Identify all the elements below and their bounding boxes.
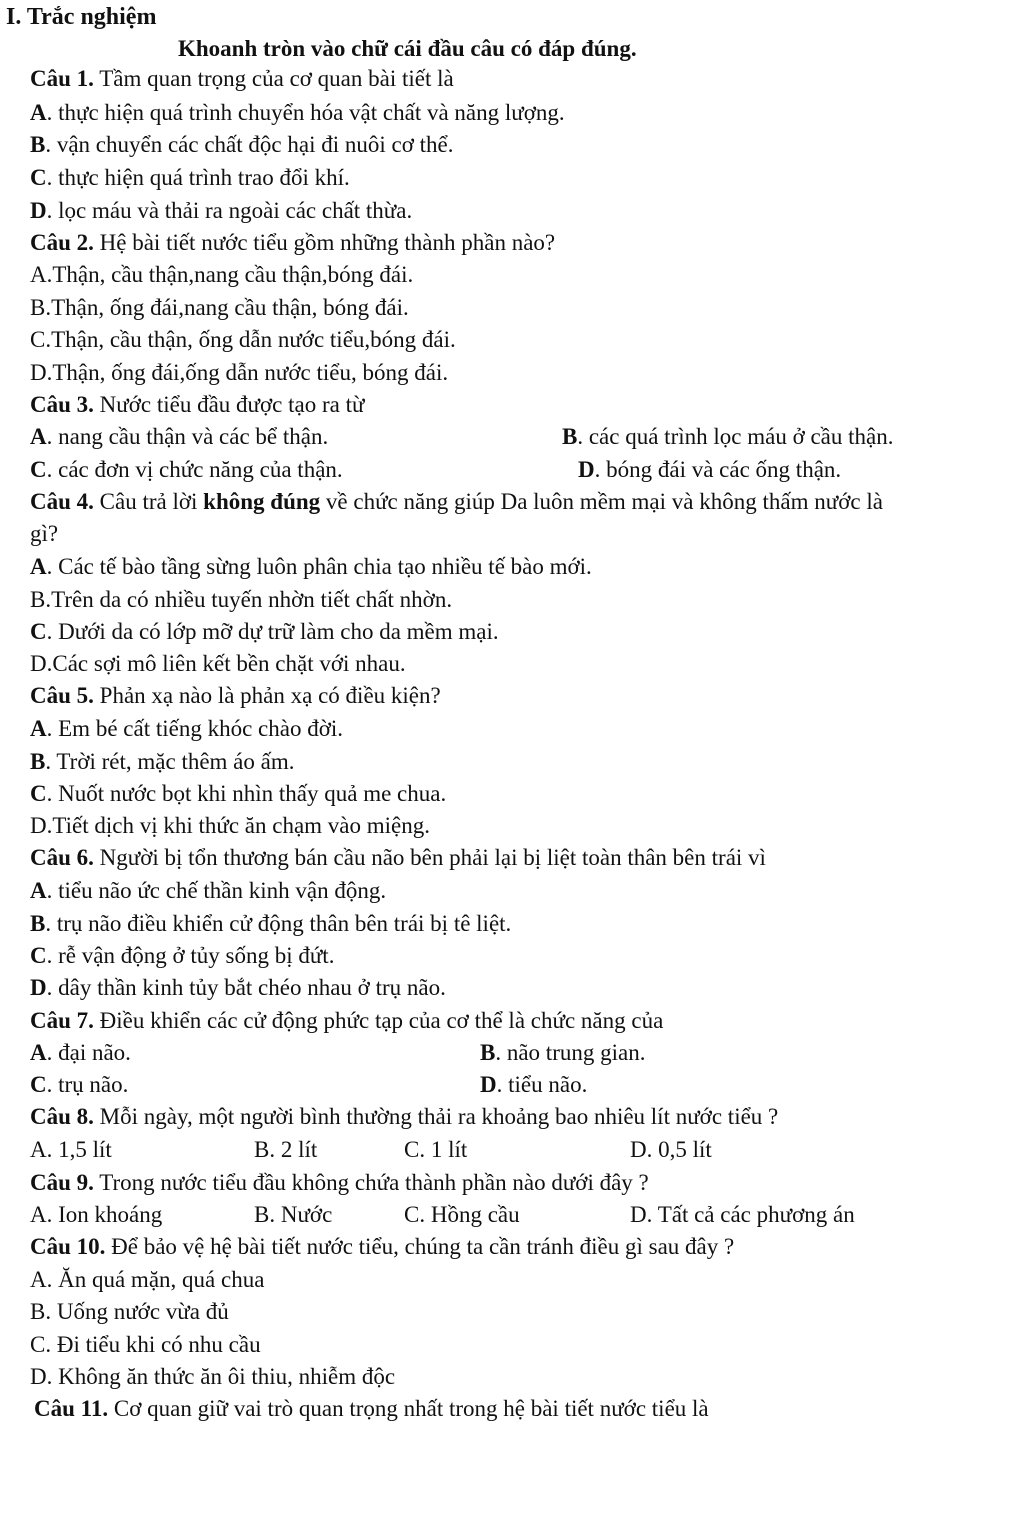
question-text: Hệ bài tiết nước tiểu gồm những thành phần nào? <box>93 230 556 255</box>
q1-option-a: A. thực hiện quá trình chuyển hóa vật chất và năng lượng. <box>30 100 565 125</box>
question-4-continuation: gì? <box>30 521 59 546</box>
question-number: Câu 7. <box>30 1008 94 1033</box>
q2-option-c: C.Thận, cầu thận, ống dẫn nước tiểu,bóng đái. <box>30 327 456 352</box>
q9-option-b: B. Nước <box>254 1202 333 1227</box>
question-11 <box>34 1394 709 1424</box>
question-10 <box>30 1232 734 1262</box>
q10-option-a: A. Ăn quá mặn, quá chua <box>30 1267 265 1292</box>
question-number: Câu 2. <box>30 230 94 255</box>
q3-option-c: C. các đơn vị chức năng của thận. <box>30 457 343 482</box>
q2-option-a: A.Thận, cầu thận,nang cầu thận,bóng đái. <box>30 262 414 287</box>
q5-option-c: C. Nuốt nước bọt khi nhìn thấy quả me chua. <box>30 781 447 806</box>
question-6 <box>30 843 766 873</box>
q3-option-b: B. các quá trình lọc máu ở cầu thận. <box>562 424 894 449</box>
question-number: Câu 6. <box>30 845 94 870</box>
question-7 <box>30 1006 663 1036</box>
question-3 <box>30 390 364 420</box>
question-text: Nước tiểu đầu được tạo ra từ <box>93 392 365 417</box>
question-number: Câu 11. <box>34 1396 109 1421</box>
q2-option-b: B.Thận, ống đái,nang cầu thận, bóng đái. <box>30 295 409 320</box>
question-text: Tầm quan trọng của cơ quan bài tiết là <box>93 66 454 91</box>
q9-option-a: A. Ion khoáng <box>30 1202 163 1227</box>
q3-option-a: A. nang cầu thận và các bể thận. <box>30 424 329 449</box>
q4-option-a: A. Các tế bào tầng sừng luôn phân chia tạo nhiều tế bào mới. <box>30 554 592 579</box>
q4-option-c: C. Dưới da có lớp mỡ dự trữ làm cho da mềm mại. <box>30 619 499 644</box>
question-number: Câu 10. <box>30 1234 106 1259</box>
instruction: Khoanh tròn vào chữ cái đầu câu có đáp đúng. <box>178 36 637 61</box>
q7-option-b: B. não trung gian. <box>480 1040 646 1065</box>
q7-option-a: A. đại não. <box>30 1040 131 1065</box>
q6-option-c: C. rễ vận động ở tủy sống bị đứt. <box>30 943 335 968</box>
q6-option-d: D. dây thần kinh tủy bắt chéo nhau ở trụ não. <box>30 975 446 1000</box>
question-text: Trong nước tiểu đầu không chứa thành phần nào dưới đây ? <box>93 1170 649 1195</box>
q9-option-d: D. Tất cả các phương án <box>630 1202 855 1227</box>
q1-option-d: D. lọc máu và thải ra ngoài các chất thừa. <box>30 198 413 223</box>
q5-option-d: D.Tiết dịch vị khi thức ăn chạm vào miệng. <box>30 813 430 838</box>
question-number: Câu 1. <box>30 66 94 91</box>
q6-option-a: A. tiểu não ức chế thần kinh vận động. <box>30 878 387 903</box>
question-text: Mỗi ngày, một người bình thường thải ra khoảng bao nhiêu lít nước tiểu ? <box>93 1104 779 1129</box>
question-5 <box>30 681 441 711</box>
question-number: Câu 3. <box>30 392 94 417</box>
q6-option-b: B. trụ não điều khiển cử động thân bên trái bị tê liệt. <box>30 911 512 936</box>
q10-option-d: D. Không ăn thức ăn ôi thiu, nhiễm độc <box>30 1364 396 1389</box>
question-9 <box>30 1168 649 1198</box>
q5-option-b: B. Trời rét, mặc thêm áo ấm. <box>30 749 295 774</box>
q8-option-a: A. 1,5 lít <box>30 1137 112 1162</box>
q5-option-a: A. Em bé cất tiếng khóc chào đời. <box>30 716 343 741</box>
q10-option-b: B. Uống nước vừa đủ <box>30 1299 229 1324</box>
q4-option-b: B.Trên da có nhiều tuyến nhờn tiết chất nhờn. <box>30 587 453 612</box>
emphasis: không đúng <box>203 489 321 514</box>
q8-option-d: D. 0,5 lít <box>630 1137 712 1162</box>
q10-option-c: C. Đi tiểu khi có nhu cầu <box>30 1332 261 1357</box>
question-number: Câu 9. <box>30 1170 94 1195</box>
section-title: I. Trắc nghiệm <box>6 4 157 30</box>
question-number: Câu 5. <box>30 683 94 708</box>
question-number: Câu 4. <box>30 489 94 514</box>
question-4: Câu 4. Câu trả lời không đúng về chức năng giúp Da luôn mềm mại và không thấm nước là <box>30 489 883 514</box>
question-2 <box>30 228 555 258</box>
q4-option-d: D.Các sợi mô liên kết bền chặt với nhau. <box>30 651 406 676</box>
question-8 <box>30 1102 778 1132</box>
q7-option-d: D. tiểu não. <box>480 1072 588 1097</box>
question-text: Cơ quan giữ vai trò quan trọng nhất trong hệ bài tiết nước tiểu là <box>108 1396 709 1421</box>
question-text: Người bị tổn thương bán cầu não bên phải lại bị liệt toàn thân bên trái vì <box>93 845 766 870</box>
q8-option-b: B. 2 lít <box>254 1137 318 1162</box>
question-1 <box>30 64 454 94</box>
q3-option-d: D. bóng đái và các ống thận. <box>578 457 842 482</box>
question-text: Phản xạ nào là phản xạ có điều kiện? <box>93 683 441 708</box>
q1-option-c: C. thực hiện quá trình trao đổi khí. <box>30 165 350 190</box>
q8-option-c: C. 1 lít <box>404 1137 468 1162</box>
question-number: Câu 8. <box>30 1104 94 1129</box>
q9-option-c: C. Hồng cầu <box>404 1202 520 1227</box>
q7-option-c: C. trụ não. <box>30 1072 129 1097</box>
q2-option-d: D.Thận, ống đái,ống dẫn nước tiểu, bóng đái. <box>30 360 449 385</box>
question-text: Điều khiển các cử động phức tạp của cơ thể là chức năng của <box>93 1008 664 1033</box>
question-text: Để bảo vệ hệ bài tiết nước tiểu, chúng ta cần tránh điều gì sau đây ? <box>105 1234 735 1259</box>
q1-option-b: B. vận chuyển các chất độc hại đi nuôi cơ thể. <box>30 132 454 157</box>
